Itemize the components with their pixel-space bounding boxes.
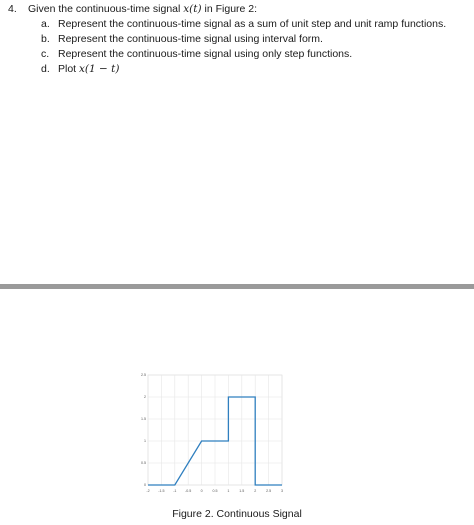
figure-caption: Figure 2. Continuous Signal xyxy=(172,508,302,520)
y-tick-label: 1.5 xyxy=(141,417,146,422)
question-number: 4. xyxy=(8,3,17,15)
x-tick-label: 2.5 xyxy=(266,489,272,493)
item-text: Represent the continuous-time signal as a sum of unit step and unit ramp functions. xyxy=(58,18,447,30)
x-tick-label: -1 xyxy=(173,489,177,493)
signal-plot xyxy=(138,370,288,496)
y-tick-label: 2 xyxy=(144,395,146,400)
question-intro-end: in Figure 2: xyxy=(204,3,258,15)
x-tick-label: -0.5 xyxy=(185,489,192,493)
item-d xyxy=(41,63,120,75)
x-tick-label: -1.5 xyxy=(158,489,165,493)
item-c xyxy=(41,48,352,60)
item-letter: b. xyxy=(41,33,50,45)
x-tick-label: -2 xyxy=(146,489,150,493)
item-text: Represent the continuous-time signal using interval form. xyxy=(58,33,323,45)
y-tick-label: 0.5 xyxy=(141,461,146,466)
signal-symbol: x(t) xyxy=(183,3,202,15)
question-header xyxy=(8,3,257,15)
item-a xyxy=(41,18,446,30)
item-b xyxy=(41,33,323,45)
x-tick-label: 3 xyxy=(281,489,283,493)
x-tick-label: 1 xyxy=(227,489,230,493)
x-tick-label: 0 xyxy=(200,489,203,493)
y-tick-label: 1 xyxy=(144,439,146,444)
y-tick-label: 0 xyxy=(144,483,146,488)
item-math: x(1 − t) xyxy=(79,63,120,75)
item-text: Plot xyxy=(58,63,77,75)
page-separator xyxy=(0,284,474,289)
item-letter: a. xyxy=(41,18,50,30)
x-tick-label: 1.5 xyxy=(239,489,245,493)
question-intro: Given the continuous-time signal xyxy=(28,3,181,15)
y-tick-label: 2.5 xyxy=(141,373,146,378)
x-tick-label: 0.5 xyxy=(212,489,218,493)
x-tick-label: 2 xyxy=(254,489,257,493)
item-letter: c. xyxy=(41,48,50,60)
item-text: Represent the continuous-time signal using only step functions. xyxy=(58,48,353,60)
item-letter: d. xyxy=(41,63,50,75)
